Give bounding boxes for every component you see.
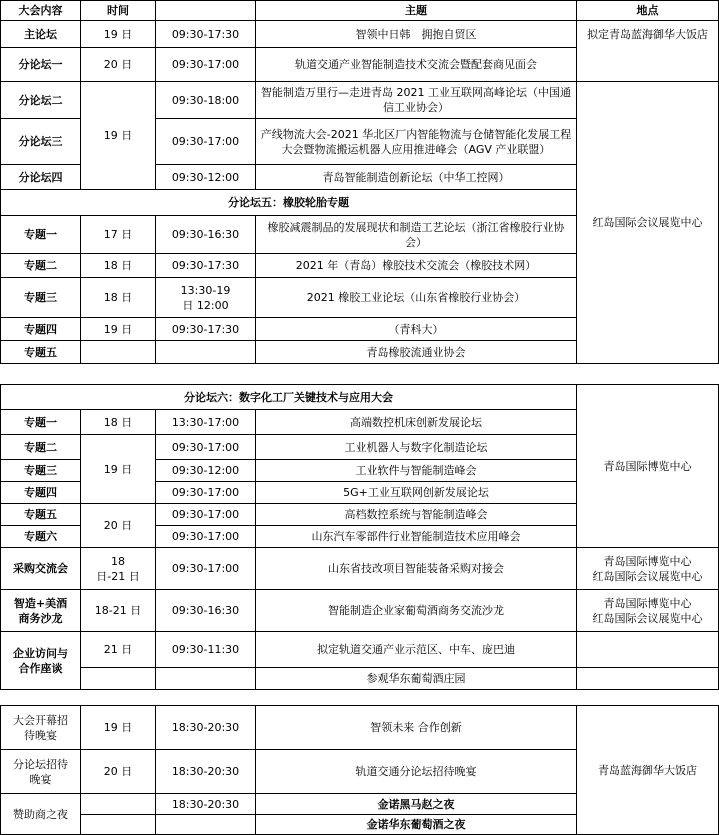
forum6-topic3-topic: 工业软件与智能制造峰会 bbox=[256, 460, 577, 482]
forum6-topic1-topic: 高端数控机床创新发展论坛 bbox=[256, 410, 577, 435]
forum6-topic5-name: 专题五 bbox=[1, 504, 81, 526]
visit-location bbox=[577, 632, 719, 668]
visit-name: 企业访问与合作座谈 bbox=[1, 632, 81, 690]
forum5-topic4-date: 19 日 bbox=[81, 318, 156, 341]
dinner1-name: 大会开幕招待晚宴 bbox=[1, 706, 81, 750]
salon-date: 18-21 日 bbox=[81, 590, 156, 632]
dinner1-time: 18:30-20:30 bbox=[156, 706, 256, 750]
forum6-topic6-time: 09:30-17:00 bbox=[156, 526, 256, 548]
forum3-time: 09:30-17:00 bbox=[156, 119, 256, 165]
sponsor-name: 赞助商之夜 bbox=[1, 794, 81, 835]
forum2-name: 分论坛二 bbox=[1, 82, 81, 119]
forum1-time: 09:30-17:00 bbox=[156, 48, 256, 82]
forum6-title: 分论坛六：数字化工厂关键技术与应用大会 bbox=[1, 385, 577, 410]
salon-location: 青岛国际博览中心 红岛国际会议展览中心 bbox=[577, 590, 719, 632]
dinner1-topic: 智领未来 合作创新 bbox=[256, 706, 577, 750]
forum5-topic4-topic: （青科大） bbox=[256, 318, 577, 341]
forum6-topic234-date: 19 日 bbox=[81, 435, 156, 504]
main-forum-location: 拟定青岛蓝海御华大饭店 bbox=[577, 21, 719, 82]
main-forum-topic: 智领中日韩 拥抱自贸区 bbox=[256, 21, 577, 48]
forum234-date: 19 日 bbox=[81, 82, 156, 190]
dinner2-topic: 轨道交通分论坛招待晚宴 bbox=[256, 750, 577, 794]
forum6-topic2-name: 专题二 bbox=[1, 435, 81, 460]
dinner2-name: 分论坛招待晚宴 bbox=[1, 750, 81, 794]
dinner2-date: 20 日 bbox=[81, 750, 156, 794]
forum5-topic3-time: 13:30-19 日 12:00 bbox=[156, 278, 256, 318]
forum4-name: 分论坛四 bbox=[1, 165, 81, 190]
header-location: 地点 bbox=[577, 1, 719, 21]
visit-topic-2: 参观华东葡萄酒庄园 bbox=[256, 668, 577, 690]
header-topic: 主题 bbox=[256, 1, 577, 21]
header-blank bbox=[156, 1, 256, 21]
forum1-topic: 轨道交通产业智能制造技术交流会暨配套商见面会 bbox=[256, 48, 577, 82]
header-content: 大会内容 bbox=[1, 1, 81, 21]
procurement-date: 18 日-21 日 bbox=[81, 548, 156, 590]
forum6-topic1-date: 18 日 bbox=[81, 410, 156, 435]
forum6-topic4-topic: 5G+工业互联网创新发展论坛 bbox=[256, 482, 577, 504]
sponsor-date bbox=[81, 794, 156, 815]
visit-location-2 bbox=[577, 668, 719, 690]
forum2-topic: 智能制造万里行—走进青岛 2021 工业互联网高峰论坛（中国通信工业协会） bbox=[256, 82, 577, 119]
forum5-topic5-name: 专题五 bbox=[1, 341, 81, 364]
forum6-topic2-time: 09:30-17:00 bbox=[156, 435, 256, 460]
forum5-topic5-time bbox=[156, 341, 256, 364]
forum5-topic3-date: 18 日 bbox=[81, 278, 156, 318]
dinner2-time: 18:30-20:30 bbox=[156, 750, 256, 794]
forum6-topic1-name: 专题一 bbox=[1, 410, 81, 435]
main-forum-date: 19 日 bbox=[81, 21, 156, 48]
forum5-topic5-date bbox=[81, 341, 156, 364]
salon-topic: 智能制造企业家葡萄酒商务交流沙龙 bbox=[256, 590, 577, 632]
forum4-topic: 青岛智能制造创新论坛（中华工控网） bbox=[256, 165, 577, 190]
main-forum-time: 09:30-17:30 bbox=[156, 21, 256, 48]
forum5-topic2-topic: 2021 年（青岛）橡胶技术交流会（橡胶技术网） bbox=[256, 254, 577, 278]
forum3-name: 分论坛三 bbox=[1, 119, 81, 165]
forum6-topic4-time: 09:30-17:00 bbox=[156, 482, 256, 504]
header-time: 时间 bbox=[81, 1, 156, 21]
procurement-name: 采购交流会 bbox=[1, 548, 81, 590]
location-qingdao-expo: 青岛国际博览中心 bbox=[577, 385, 719, 548]
forum5-topic1-name: 专题一 bbox=[1, 216, 81, 254]
forum5-topic5-topic: 青岛橡胶流通业协会 bbox=[256, 341, 577, 364]
forum6-topic6-name: 专题六 bbox=[1, 526, 81, 548]
forum5-topic2-time: 09:30-17:30 bbox=[156, 254, 256, 278]
forum5-topic4-name: 专题四 bbox=[1, 318, 81, 341]
forum4-time: 09:30-12:00 bbox=[156, 165, 256, 190]
visit-time: 09:30-11:30 bbox=[156, 632, 256, 668]
visit-date-2 bbox=[81, 668, 156, 690]
schedule-table-dinners bbox=[0, 705, 719, 835]
forum3-topic: 产线物流大会-2021 华北区厂内智能物流与仓储智能化发展工程大会暨物流搬运机器人应用推进峰会（AGV 产业联盟） bbox=[256, 119, 577, 165]
salon-name: 智造+美酒商务沙龙 bbox=[1, 590, 81, 632]
forum1-name: 分论坛一 bbox=[1, 48, 81, 82]
sponsor-topic2: 金诺华东葡萄酒之夜 bbox=[256, 815, 577, 835]
dinner1-date: 19 日 bbox=[81, 706, 156, 750]
forum5-topic2-name: 专题二 bbox=[1, 254, 81, 278]
forum5-topic1-topic: 橡胶减震制品的发展现状和制造工艺论坛（浙江省橡胶行业协会） bbox=[256, 216, 577, 254]
sponsor-time: 18:30-20:30 bbox=[156, 794, 256, 815]
visit-date: 21 日 bbox=[81, 632, 156, 668]
forum6-topic56-date: 20 日 bbox=[81, 504, 156, 548]
forum6-topic2-topic: 工业机器人与数字化制造论坛 bbox=[256, 435, 577, 460]
forum6-topic5-time: 09:30-17:00 bbox=[156, 504, 256, 526]
forum5-topic4-time: 09:30-17:30 bbox=[156, 318, 256, 341]
forum6-topic5-topic: 高档数控系统与智能制造峰会 bbox=[256, 504, 577, 526]
forum5-topic1-date: 17 日 bbox=[81, 216, 156, 254]
procurement-topic: 山东省技改项目智能装备采购对接会 bbox=[256, 548, 577, 590]
forum6-topic4-name: 专题四 bbox=[1, 482, 81, 504]
visit-topic: 拟定轨道交通产业示范区、中车、庞巴迪 bbox=[256, 632, 577, 668]
forum6-topic6-topic: 山东汽车零部件行业智能制造技术应用峰会 bbox=[256, 526, 577, 548]
sponsor-topic1: 金诺黑马赵之夜 bbox=[256, 794, 577, 815]
salon-time: 09:30-16:30 bbox=[156, 590, 256, 632]
forum5-topic3-name: 专题三 bbox=[1, 278, 81, 318]
schedule-table-digital-factory bbox=[0, 384, 719, 690]
procurement-location: 青岛国际博览中心 红岛国际会议展览中心 bbox=[577, 548, 719, 590]
forum5-topic3-topic: 2021 橡胶工业论坛（山东省橡胶行业协会） bbox=[256, 278, 577, 318]
main-forum-name: 主论坛 bbox=[1, 21, 81, 48]
location-lanhai: 青岛蓝海御华大饭店 bbox=[577, 706, 719, 835]
forum6-topic1-time: 13:30-17:00 bbox=[156, 410, 256, 435]
location-hongdao: 红岛国际会议展览中心 bbox=[577, 82, 719, 364]
forum2-time: 09:30-18:00 bbox=[156, 82, 256, 119]
forum5-topic1-time: 09:30-16:30 bbox=[156, 216, 256, 254]
schedule-table-main bbox=[0, 0, 719, 364]
forum1-date: 20 日 bbox=[81, 48, 156, 82]
procurement-time: 09:30-17:00 bbox=[156, 548, 256, 590]
forum5-title: 分论坛五：橡胶轮胎专题 bbox=[1, 190, 577, 216]
visit-time-2 bbox=[156, 668, 256, 690]
forum5-topic2-date: 18 日 bbox=[81, 254, 156, 278]
forum6-topic3-time: 09:30-12:00 bbox=[156, 460, 256, 482]
forum6-topic3-name: 专题三 bbox=[1, 460, 81, 482]
